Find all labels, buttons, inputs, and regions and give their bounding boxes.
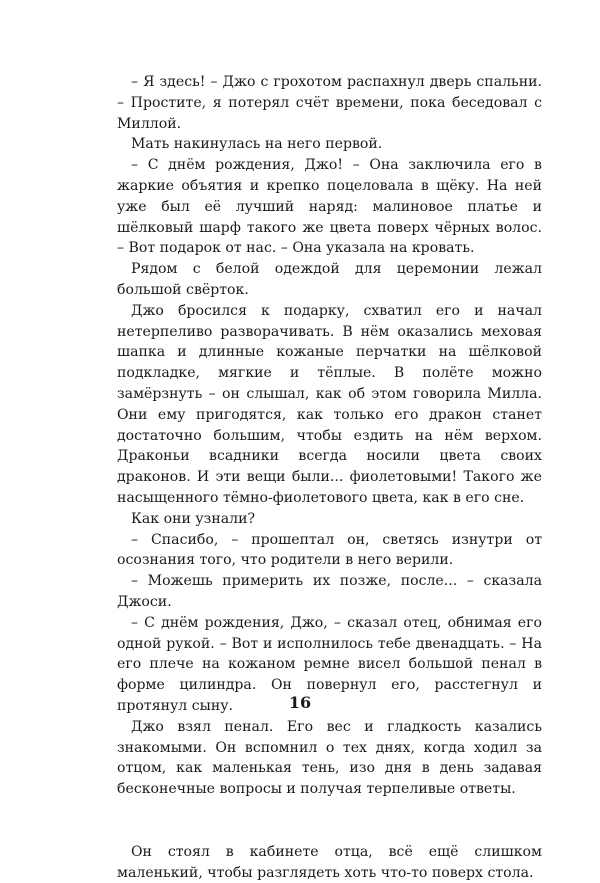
body-text	[117, 72, 542, 883]
page-number: 16	[288, 693, 312, 712]
paragraph: – Можешь примерить их позже, после... – сказала Джоси.	[117, 573, 542, 610]
paragraph: Мать накинулась на него первой.	[131, 136, 383, 153]
paragraph: – Я здесь! – Джо с грохотом распахнул дверь спальни. – Простите, я потерял счёт времени, пока беседовал с Миллой.	[117, 74, 542, 132]
paragraph: Джо взял пенал. Его вес и гладкость казались знакомыми. Он вспомнил о тех днях, когда ходил за отцом, как маленькая тень, изо дня в день задавая бесконечные вопросы и получая терпеливые ответы.	[117, 718, 542, 798]
paragraph: Джо бросился к подарку, схватил его и начал нетерпеливо разворачивать. В нём оказались меховая шапка и длинные кожаные перчатки на шёлковой подкладке, мягкие и тёплые. В полёте можно замёрзнуть – он слышал, как об этом говорила Милла. Они ему пригодятся, как только его дракон станет достаточно большим, чтобы ездить на нём верхом. Драконьи всадники всегда носили цвета своих драконов. И эти вещи были... фиолетовыми! Такого же насыщенного тёмно-фиолетового цвета, как в его сне.	[117, 302, 542, 506]
paragraph: Он стоял в кабинете отца, всё ещё слишком маленький, чтобы разглядеть хоть что-то поверх стола.	[117, 843, 542, 881]
paragraph: – Спасибо, – прошептал он, светясь изнутри от осознания того, что родители в него верили.	[117, 531, 542, 569]
paragraph: Рядом с белой одеждой для церемонии лежал большой свёрток.	[117, 261, 542, 298]
paragraph: Как они узнали?	[131, 510, 256, 527]
paragraph: – С днём рождения, Джо, – сказал отец, обнимая его одной рукой. – Вот и исполнилось тебе двенадцать. – На его плече на кожаном ремне висел большой пенал в форме цилиндра. Он повернул его, расстегнул и протянул сыну.	[117, 614, 542, 714]
paragraph: – С днём рождения, Джо! – Она заключила его в жаркие объятия и крепко поцеловала в щёку. На ней уже был её лучший наряд: малиновое платье и шёлковый шарф такого же цвета поверх чёрных волос. – Вот подарок от нас. – Она указала на кровать.	[117, 157, 542, 257]
